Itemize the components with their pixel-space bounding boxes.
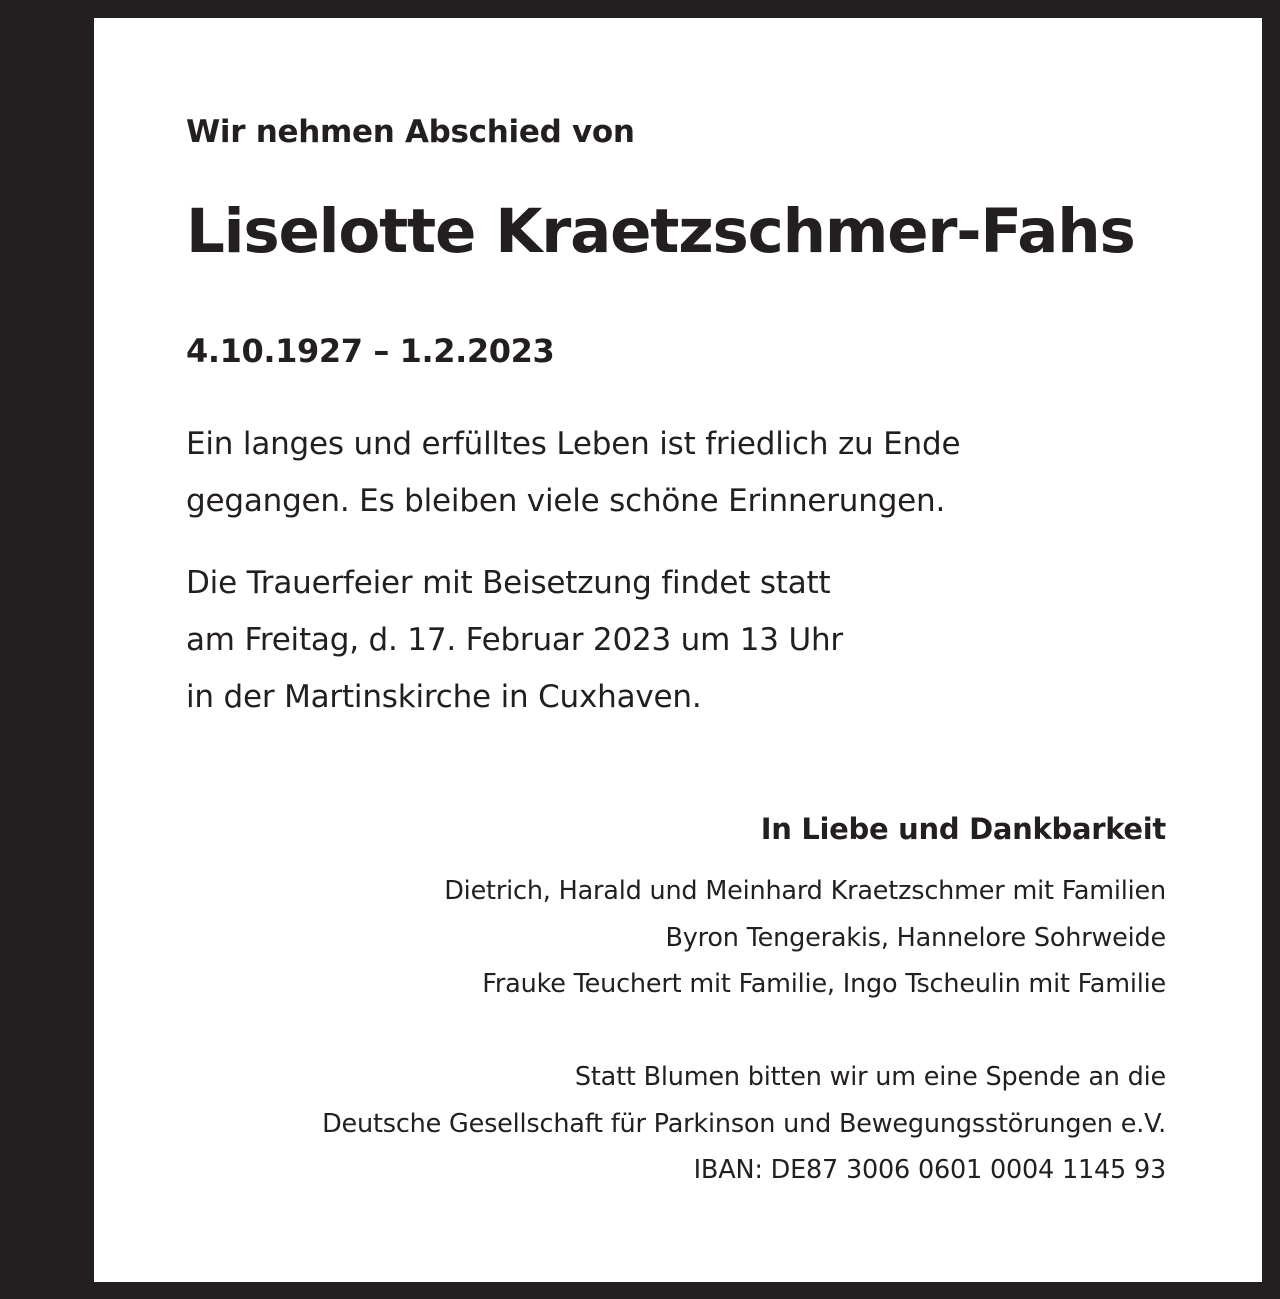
tribute-line: Ein langes und erfülltes Leben ist friedlich zu Ende	[186, 426, 961, 462]
deceased-name: Liselotte Kraetzschmer-Fahs	[186, 196, 1135, 267]
donation-line: Statt Blumen bitten wir um eine Spende an die	[574, 1062, 1166, 1092]
donation-request	[322, 1054, 1166, 1194]
tribute-line: gegangen. Es bleiben viele schöne Erinnerungen.	[186, 483, 946, 519]
mourner-line: Dietrich, Harald und Meinhard Kraetzschmer mit Familien	[444, 876, 1166, 906]
service-line: am Freitag, d. 17. Februar 2023 um 13 Uhr	[186, 622, 843, 658]
intro-text: Wir nehmen Abschied von	[186, 114, 635, 150]
life-dates: 4.10.1927 – 1.2.2023	[186, 332, 555, 370]
closing-text: In Liebe und Dankbarkeit	[760, 812, 1166, 846]
iban-line: IBAN: DE87 3006 0601 0004 1145 93	[693, 1155, 1166, 1185]
donation-line: Deutsche Gesellschaft für Parkinson und Bewegungsstörungen e.V.	[322, 1108, 1166, 1139]
mourner-line: Frauke Teuchert mit Familie, Ingo Tscheulin mit Familie	[482, 969, 1166, 999]
service-line: in der Martinskirche in Cuxhaven.	[186, 679, 702, 715]
service-paragraph	[186, 555, 843, 726]
service-line: Die Trauerfeier mit Beisetzung findet statt	[186, 565, 831, 601]
tribute-paragraph	[186, 416, 960, 530]
mourner-line: Byron Tengerakis, Hannelore Sohrweide	[665, 922, 1166, 953]
obituary-notice	[94, 18, 1262, 1282]
mourners-list	[444, 868, 1166, 1008]
